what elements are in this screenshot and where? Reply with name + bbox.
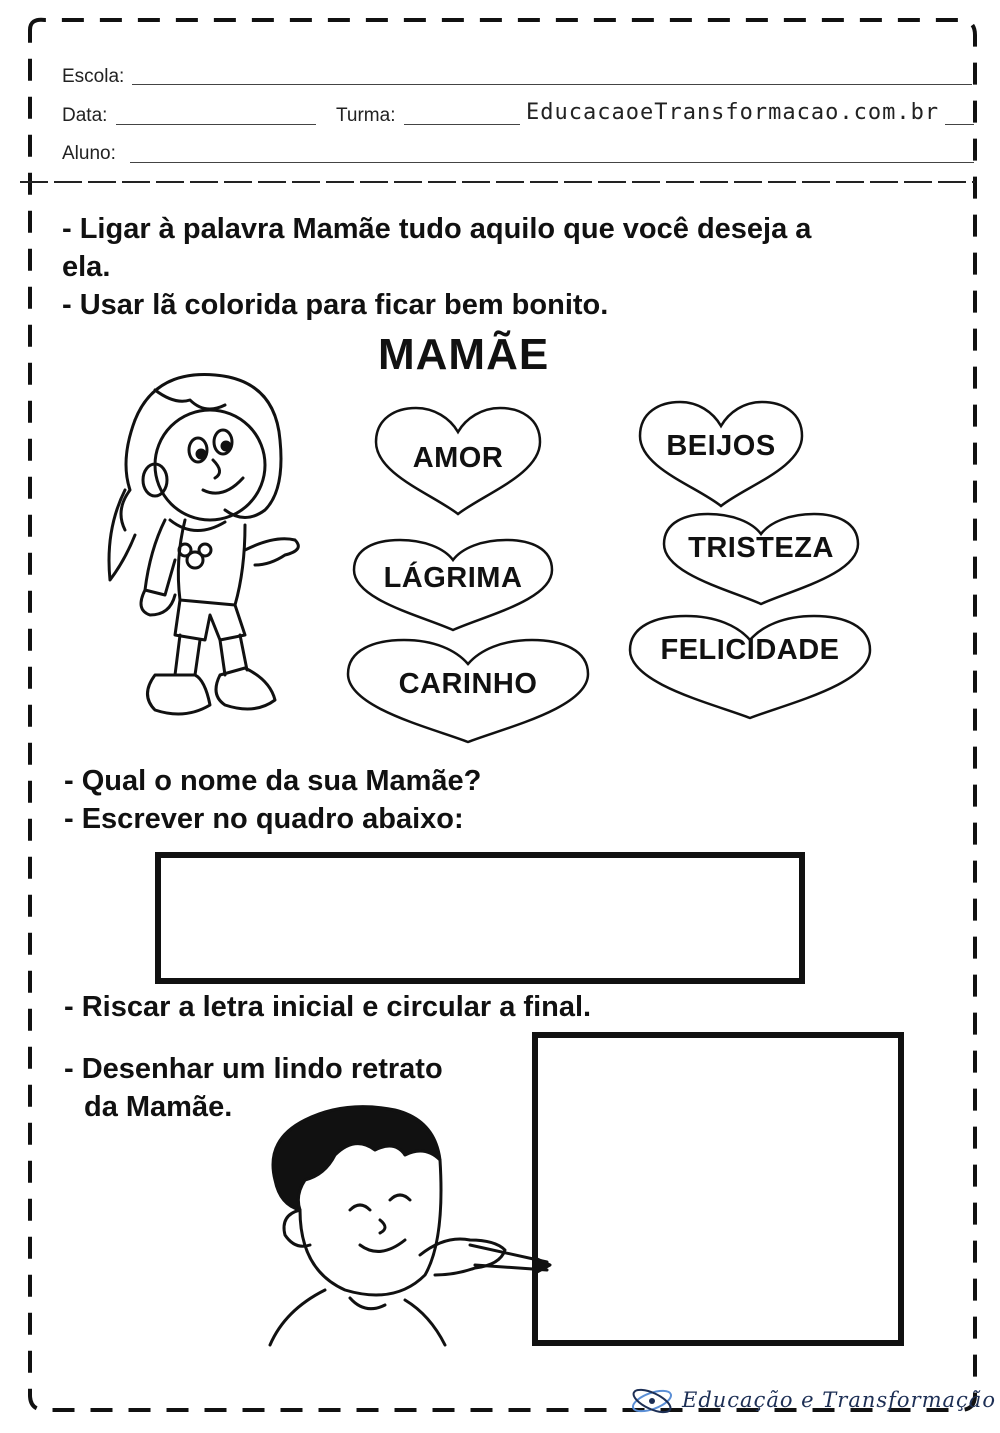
heart-carinho[interactable] xyxy=(344,636,592,744)
student-field[interactable] xyxy=(130,162,974,163)
heart-label-tristeza: TRISTEZA xyxy=(688,532,834,564)
heart-label-carinho: CARINHO xyxy=(398,668,538,700)
question-name: - Qual o nome da sua Mamãe? xyxy=(64,765,482,797)
class-label: Turma: xyxy=(336,105,396,126)
heart-felicidade[interactable] xyxy=(626,612,874,720)
website-url: EducacaoeTransformacao.com.br xyxy=(520,100,945,125)
portrait-drawing-box[interactable] xyxy=(532,1032,904,1346)
school-label: Escola: xyxy=(62,66,125,87)
instruction-write-box: - Escrever no quadro abaixo: xyxy=(64,803,464,835)
heart-label-felicidade: FELICIDADE xyxy=(660,634,840,666)
heart-lagrima[interactable] xyxy=(350,536,556,632)
heart-amor[interactable] xyxy=(372,404,544,516)
heart-beijos[interactable] xyxy=(636,398,806,508)
heart-label-lagrima: LÁGRIMA xyxy=(383,562,523,594)
heart-tristeza[interactable] xyxy=(660,510,862,606)
footer-brand: Educação e Transformação xyxy=(682,1388,996,1412)
student-label: Aluno: xyxy=(62,143,116,164)
instruction-draw-portrait-cont: da Mamãe. xyxy=(84,1091,233,1123)
date-label: Data: xyxy=(62,105,108,126)
heart-label-amor: AMOR xyxy=(412,442,504,474)
brand-logo-icon xyxy=(628,1384,676,1418)
title-mamae: MAMÃE xyxy=(378,330,550,379)
girl-illustration xyxy=(95,360,310,725)
instruction-line-1-cont: ela. xyxy=(62,251,111,283)
instruction-cross-circle: - Riscar a letra inicial e circular a final. xyxy=(64,991,592,1023)
school-field[interactable] xyxy=(132,84,972,85)
instruction-line-2: - Usar lã colorida para ficar bem bonito. xyxy=(62,289,609,321)
heart-label-beijos: BEIJOS xyxy=(666,430,776,462)
date-field[interactable] xyxy=(116,124,316,125)
boy-illustration xyxy=(255,1100,555,1350)
instruction-draw-portrait: - Desenhar um lindo retrato xyxy=(64,1053,443,1085)
instruction-line-1: - Ligar à palavra Mamãe tudo aquilo que você deseja a xyxy=(62,213,812,245)
name-writing-box[interactable] xyxy=(155,852,805,984)
